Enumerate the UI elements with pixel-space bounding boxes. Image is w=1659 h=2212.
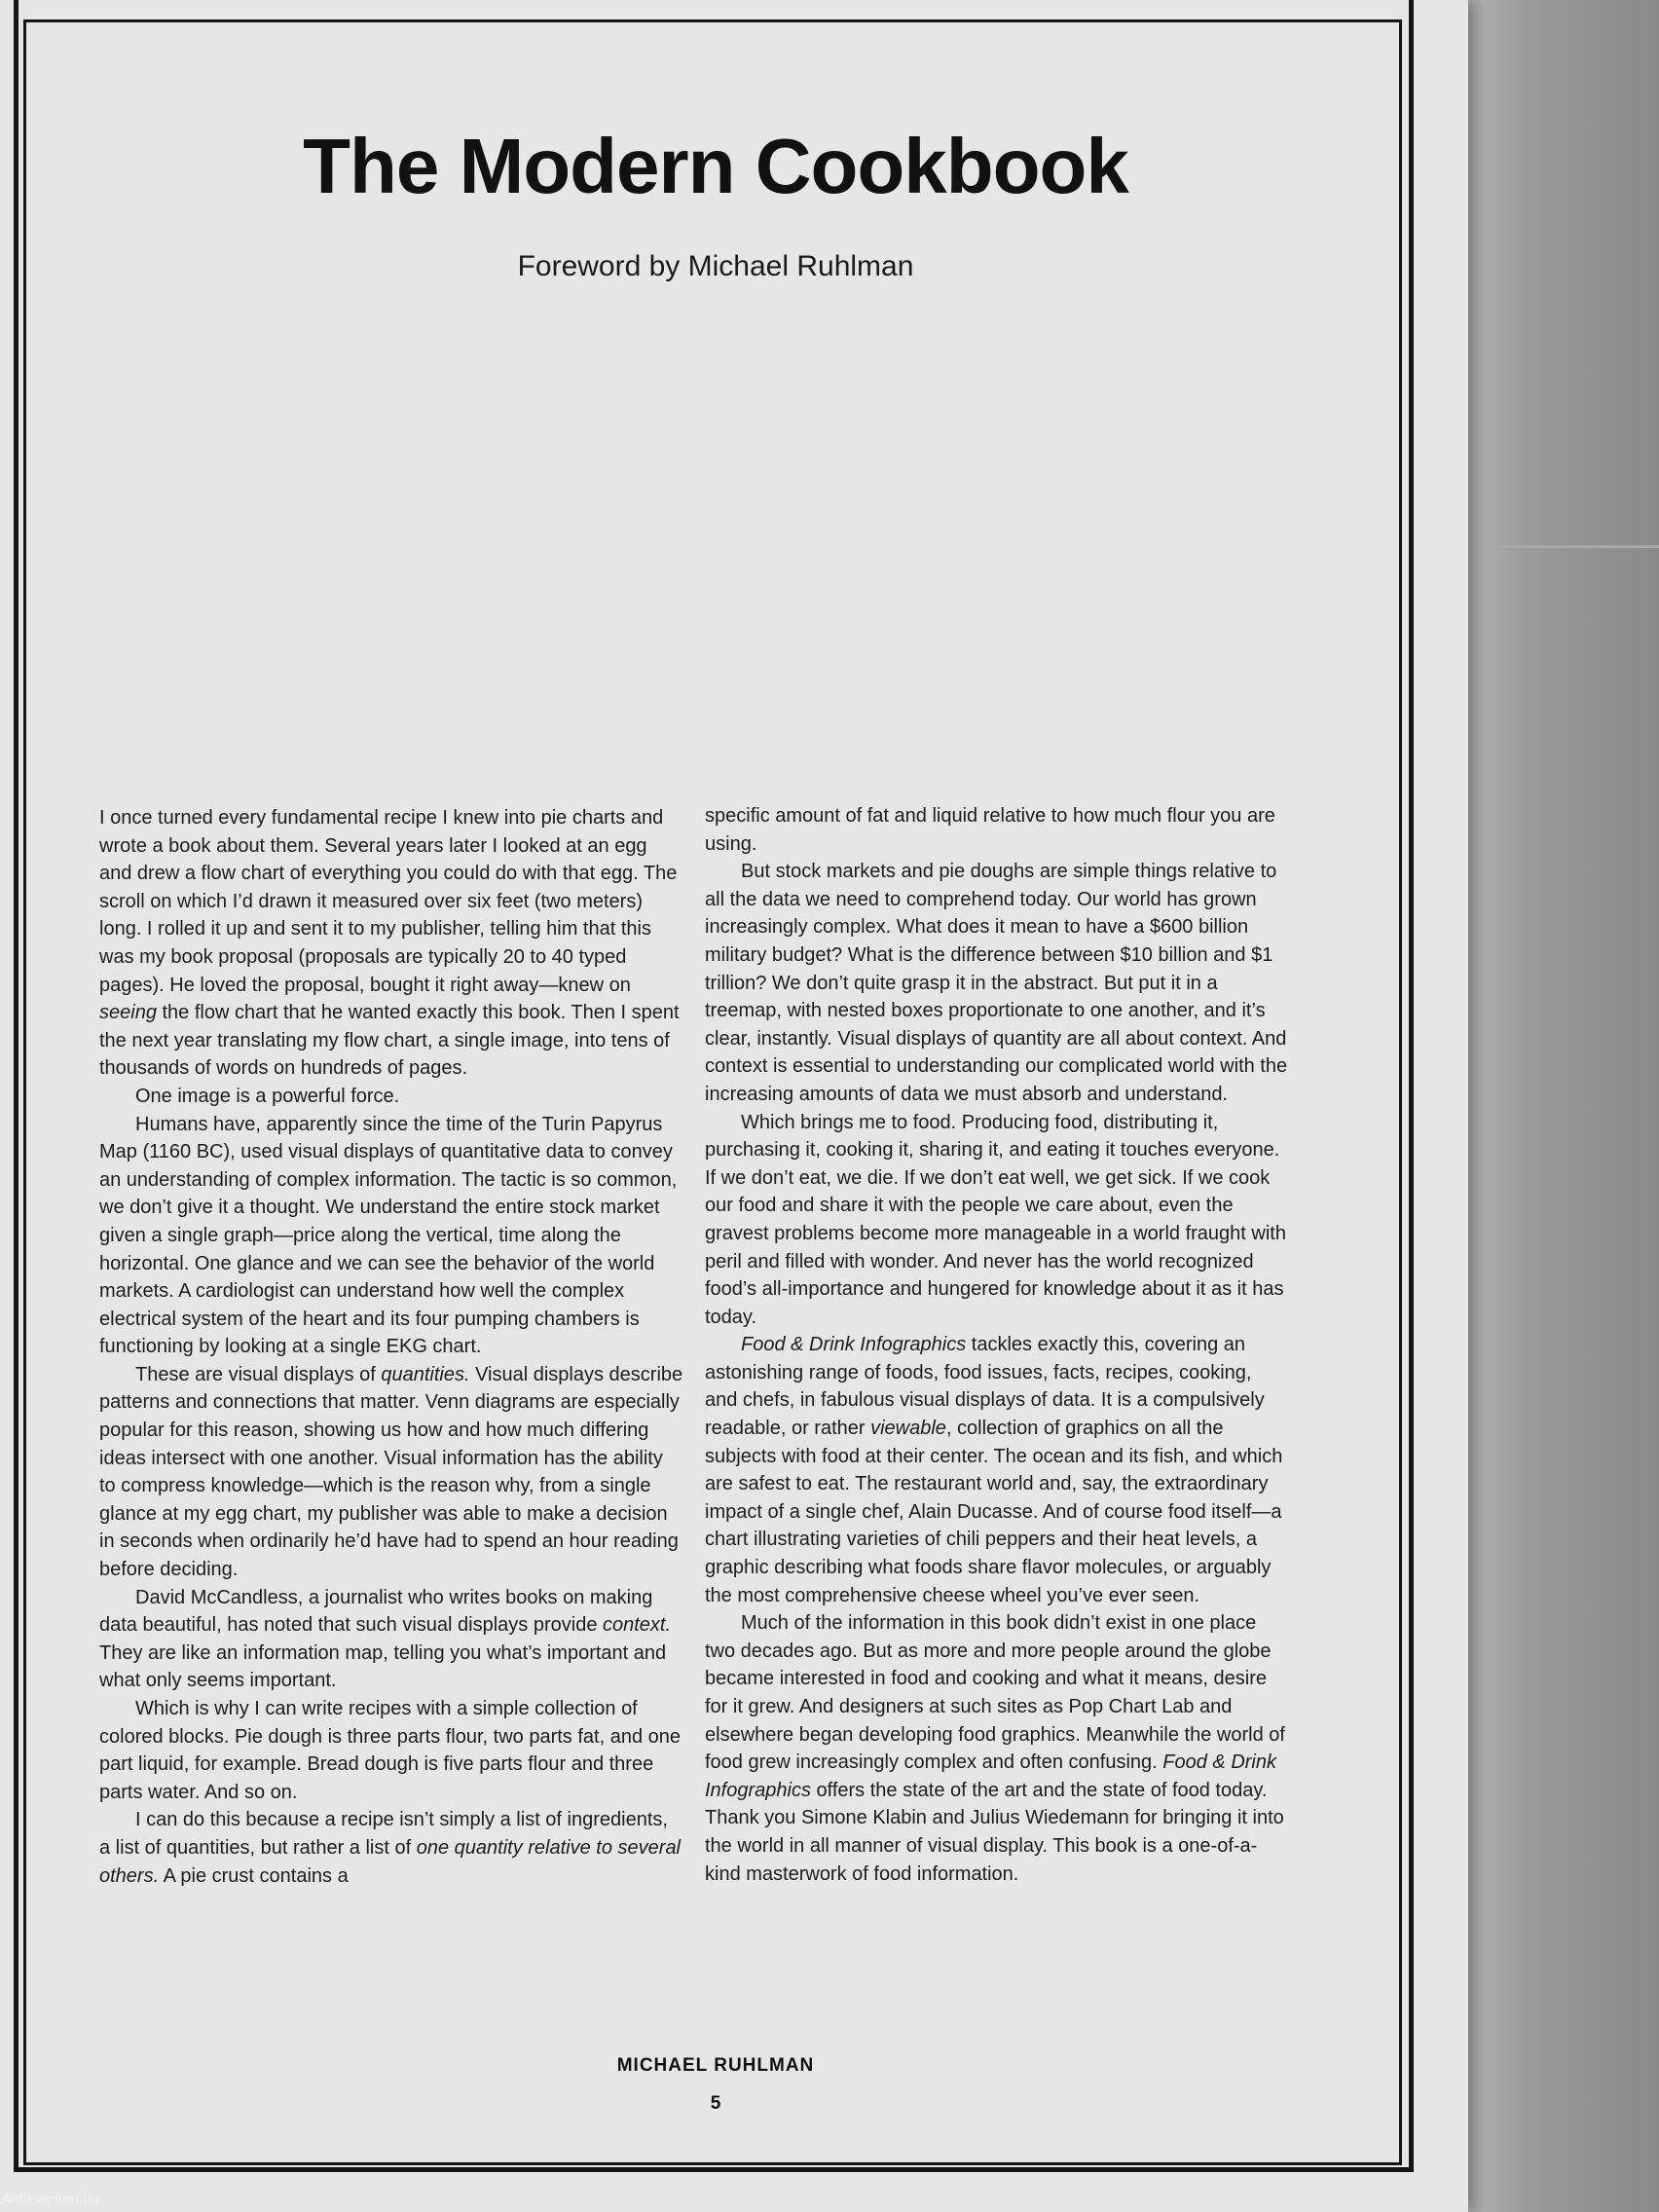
paragraph — [705, 1109, 1289, 1332]
italic-text-run: context. — [603, 1614, 672, 1637]
text-column-left — [99, 804, 683, 1890]
italic-text-run: Food & Drink Infographics — [741, 1334, 967, 1356]
text-run: , collection of graphics on all the subjects with food at their center. The ocean and its fish, and which are safest to eat. The restaurant world and, say, the extraordinary impact of a single chef, Alain Ducasse. And of course food itself—a chart illustrating varieties of chili peppers and their heat levels, a graphic describing what foods share flavor molecules, or arguably the most comprehensive cheese wheel you’ve ever seen. — [705, 1418, 1283, 1606]
paragraph — [99, 1111, 683, 1361]
text-run: These are visual displays of — [135, 1363, 382, 1385]
page-number: 5 — [710, 2093, 721, 2114]
text-run: tackles exactly this, covering an astonishing range of foods, food issues, facts, recipes, cooking, and chefs, in fabulous visual displays of data. It is a compulsively readable, or rather — [705, 1334, 1265, 1440]
page-border-inner — [23, 19, 1402, 2165]
text-run: offers the state of the art and the state of food today. Thank you Simone Klabin and Julius Wiedemann for bringing it into the world in all manner of visual display. This book is a one-of-a-kind masterwork of food information. — [705, 1779, 1284, 1885]
text-run: One image is a powerful force. — [135, 1085, 400, 1107]
italic-text-run: Food & Drink Infographics — [705, 1751, 1276, 1801]
text-run: A pie crust contains a — [159, 1864, 349, 1887]
text-run: Which brings me to food. Producing food, distributing it, purchasing it, cooking it, sharing it, and eating it touches everyone. If we don’t eat, we die. If we don’t eat well, we get sick. If we cook our food and share it with the people we care about, even the gravest problems become more manageable in a world fraught with peril and filled with wonder. And never has the world recognized food’s all-importance and hungered for knowledge about it as it has today. — [705, 1111, 1286, 1328]
text-run: Which is why I can write recipes with a simple collection of colored blocks. Pie dough is three parts flour, two parts fat, and one part liquid, for example. Bread dough is five parts flour and three parts water. And so on. — [99, 1698, 682, 1803]
paragraph — [99, 1083, 683, 1111]
text-run: Visual displays describe patterns and connections that matter. Venn diagrams are especially popular for this reason, showing us how and how much differing ideas intersect with one another. Visual information has the ability to compress knowledge—which is the reason why, from a single glance at my egg chart, my publisher was able to make a decision in seconds when ordinarily he’d have had to spend an hour reading before deciding. — [99, 1363, 683, 1581]
text-run: Much of the information in this book didn’t exist in one place two decades ago. But as more and more people around the globe became interested in food and cooking and what it means, desire for it grew. And designers at such sites as Pop Chart Lab and elsewhere began developing food graphics. Meanwhile the world of food grew increasingly complex and often confusing. — [705, 1612, 1285, 1774]
text-run: David McCandless, a journalist who writes books on making data beautiful, has noted that such visual displays provide — [99, 1586, 653, 1637]
text-run: specific amount of fat and liquid relative to how much flour you are using. — [705, 805, 1275, 855]
text-run: the flow chart that he wanted exactly this book. Then I spent the next year translating my flow chart, a single image, into tens of thousands of words on hundreds of pages. — [99, 1002, 680, 1080]
text-run: Humans have, apparently since the time of the Turin Papyrus Map (1160 BC), used visual displays of quantitative data to convey an understanding of complex information. The tactic is so common, we don’t give it a thought. We understand the entire stock market given a single graph—price along the vertical, time along the horizontal. One glance and we can see the behavior of the world markets. A cardiologist can understand how well the complex electrical system of the heart and its four pumping chambers is functioning by looking at a single EKG chart. — [99, 1113, 678, 1358]
watermark-text: Antikvarium.hu — [2, 2193, 99, 2207]
paragraph — [99, 1806, 683, 1890]
paragraph — [99, 1695, 683, 1806]
paragraph — [705, 802, 1289, 858]
italic-text-run: quantities. — [381, 1363, 470, 1385]
paragraph — [705, 1609, 1289, 1888]
footer-author: MICHAEL RUHLMAN — [616, 2055, 815, 2076]
text-column-right — [705, 802, 1289, 1888]
page-title: The Modern Cookbook — [303, 123, 1128, 209]
italic-text-run: one quantity relative to several others. — [99, 1836, 682, 1887]
paragraph — [99, 1361, 683, 1584]
background-surface — [1460, 0, 1659, 2212]
text-run: I can do this because a recipe isn’t simply a list of ingredients, a list of quantities, but rather a list of — [99, 1809, 668, 1859]
italic-text-run: viewable — [870, 1418, 946, 1440]
paragraph — [705, 1331, 1289, 1609]
italic-text-run: seeing — [99, 1002, 157, 1024]
text-run: I once turned every fundamental recipe I knew into pie charts and wrote a book about them. Several years later I looked at an egg and drew a flow chart of everything you could do with that egg. The scroll on which I’d drawn it measured over six feet (two meters) long. I rolled it up and sent it to my publisher, telling him that this was my book proposal (proposals are typically 20 to 40 typed pages). He loved the proposal, bought it right away—knew on — [99, 807, 678, 996]
paragraph — [99, 804, 683, 1083]
paragraph — [99, 1584, 683, 1695]
text-run: They are like an information map, telling you what’s important and what only seems important. — [99, 1641, 667, 1692]
page-subtitle: Foreword by Michael Ruhlman — [517, 250, 914, 282]
paragraph — [705, 858, 1289, 1108]
text-run: But stock markets and pie doughs are simple things relative to all the data we need to comprehend today. Our world has grown increasingly complex. What does it mean to have a $600 billion military budget? What is the difference between $10 billion and $1 trillion? We don’t quite grasp it in the abstract. But put it in a treemap, with nested boxes proportionate to one another, and it’s clear, instantly. Visual displays of quantity are all about context. And context is essential to understanding our complicated world with the increasing amounts of data we must absorb and understand. — [705, 861, 1288, 1105]
